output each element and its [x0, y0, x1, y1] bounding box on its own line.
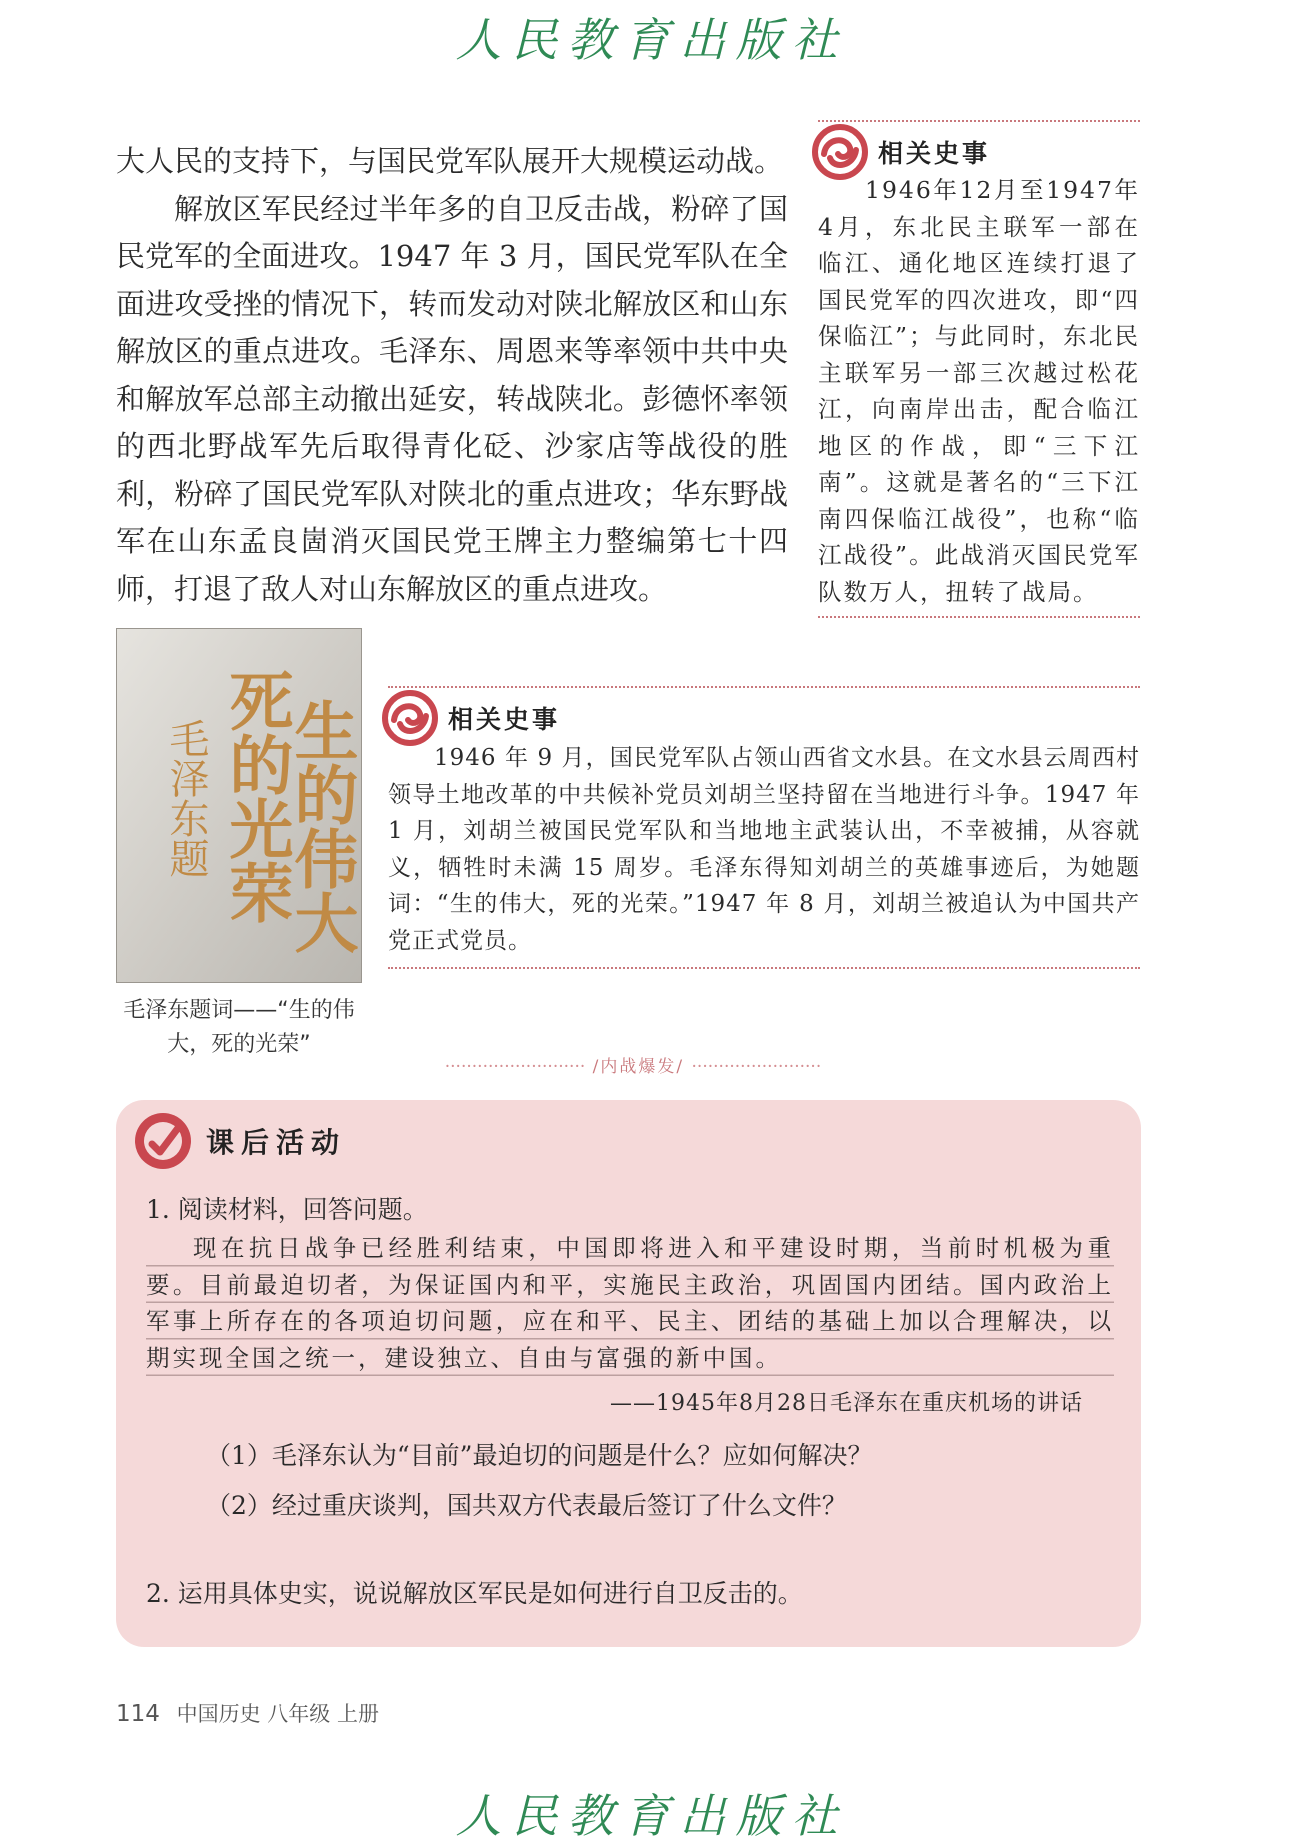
- sidebar-2-text: [388, 740, 1140, 959]
- sidebar-1-title: 相关史事: [878, 139, 991, 168]
- calligraphy-line-1: 生的伟大: [283, 698, 359, 954]
- main-paragraph-2: 解放区军民经过半年多的自卫反击战，粉碎了国民党军的全面进攻。1947 年 3 月，国民党军队在全面进攻受挫的情况下，转而发动对陕北解放区和山东解放区的重点进攻。毛泽东、周恩来等率领中共中央和解放军总部主动撤出延安，转战陕北。彭德怀率领的西北野战军先后取得青化砭、沙家店等战役的胜利，粉碎了国民党军队对陕北的重点进攻；华东野战军在山东孟良崮消灭国民党王牌主力整编第七十四师，打退了敌人对山东解放区的重点进攻。: [116, 191, 788, 606]
- sub-question-1: （1）毛泽东认为“目前”最迫切的问题是什么？应如何解决？: [206, 1441, 873, 1470]
- sidebar-1-paragraph: 1946年12月至1947年4月，东北民主联军一部在临江、通化地区连续打退了国民党军的四次进攻，即“四保临江”；与此同时，东北民主联军另一部三次越过松花江，向南岸出击，配合临江地区的作战，即“三下江南”。这就是著名的“三下江南四保临江战役”，也称“临江战役”。此战消灭国民党军队数万人，扭转了战局。: [818, 176, 1140, 606]
- related-history-icon: [382, 690, 438, 746]
- main-body-text: [116, 138, 788, 613]
- question-1: 1. 阅读材料，回答问题。: [146, 1195, 428, 1224]
- divider-dots-left: ··························: [444, 1057, 586, 1077]
- after-class-activity-box: [116, 1100, 1141, 1647]
- page-number: 114: [116, 1701, 160, 1727]
- divider-label: /内战爆发/: [592, 1057, 685, 1077]
- main-paragraph-1: 大人民的支持下，与国民党军队展开大规模运动战。: [116, 144, 784, 178]
- sidebar-2-paragraph: 1946 年 9 月，国民党军队占领山西省文水县。在文水县云周西村领导土地改革的中共候补党员刘胡兰坚持留在当地进行斗争。1947 年 1 月，刘胡兰被国民党军队和当地地主武装认出，不幸被捕，从容就义，牺牲时未满 15 周岁。毛泽东得知刘胡兰的英雄事迹后，为她题词：“生的伟大，死的光荣。”1947 年 8 月，刘胡兰被追认为中国共产党正式党员。: [388, 745, 1140, 954]
- divider-text: 内战爆发: [600, 1057, 677, 1077]
- publisher-logo-top: 人民教育出版社: [455, 13, 848, 67]
- quoted-material: [146, 1230, 1114, 1376]
- question-2: 2. 运用具体史实，说说解放区军民是如何进行自卫反击的。: [146, 1579, 803, 1608]
- calligraphy-image: [116, 628, 362, 983]
- activity-header: [132, 1110, 346, 1172]
- sidebar-2-header: [382, 690, 1140, 746]
- related-history-sidebar-1: [818, 120, 1140, 618]
- book-title: 中国历史 八年级 上册: [176, 1702, 379, 1726]
- photo-caption: 毛泽东题词——“生的伟大，死的光荣”: [123, 998, 355, 1057]
- related-history-icon: [812, 124, 868, 180]
- calligraphy-signature: 毛泽东题: [163, 718, 209, 878]
- sidebar-1-text: [818, 172, 1140, 610]
- activity-icon: [132, 1110, 194, 1172]
- publisher-logo-bottom: 人民教育出版社: [455, 1789, 848, 1843]
- sub-question-2: （2）经过重庆谈判，国共双方代表最后签订了什么文件？: [206, 1491, 847, 1520]
- sidebar-2-title: 相关史事: [448, 705, 561, 734]
- quoted-material-text: 现在抗日战争已经胜利结束，中国即将进入和平建设时期，当前时机极为重要。目前最迫切者，为保证国内和平，实施民主政治，巩固国内团结。国内政治上军事上所存在的各项迫切问题，应在和平、民主、团结的基础上加以合理解决，以期实现全国之统一，建设独立、自由与富强的新中国。: [146, 1234, 1114, 1372]
- page-footer: [116, 1698, 379, 1728]
- calligraphy-line-2: 死的光荣: [218, 668, 294, 924]
- divider-dots-right: ························: [691, 1057, 822, 1077]
- calligraphy-photo: [116, 628, 362, 983]
- quote-source: ——1945年8月28日毛泽东在重庆机场的讲话: [610, 1391, 1083, 1416]
- related-history-sidebar-2: [388, 686, 1140, 969]
- activity-title: 课后活动: [206, 1126, 347, 1159]
- section-divider: [388, 1052, 878, 1077]
